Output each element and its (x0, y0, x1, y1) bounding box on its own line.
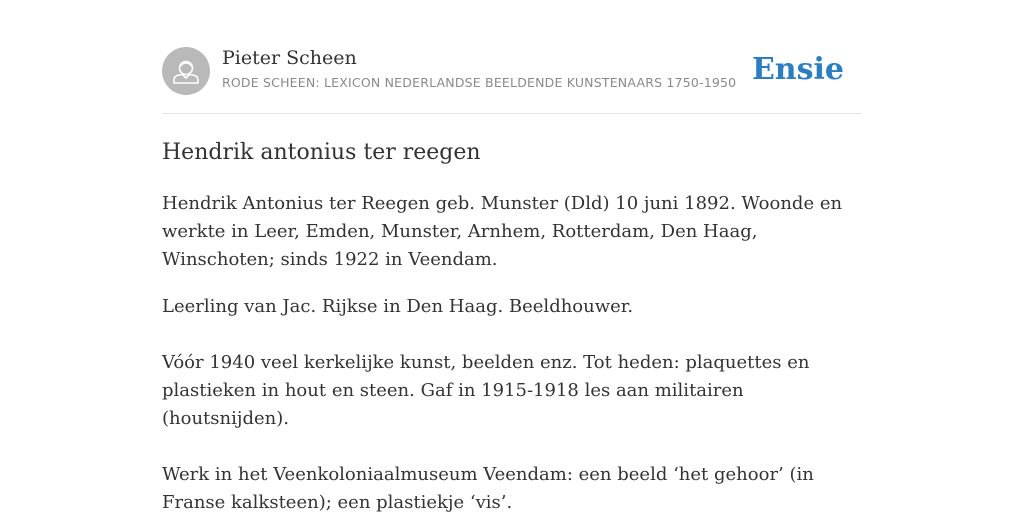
brand-logo[interactable]: Ensie (751, 52, 844, 87)
article-title: Hendrik antonius ter reegen (162, 140, 481, 165)
article-body (162, 190, 862, 512)
header-divider (162, 113, 862, 114)
paragraph: Werk in het Veenkoloniaalmuseum Veendam: een beeld ‘het gehoor’ (in Franse kalksteen); een plastiekje ‘vis’. (162, 464, 814, 512)
avatar[interactable] (162, 47, 210, 95)
paragraph: Vóór 1940 veel kerkelijke kunst, beelden enz. Tot heden: plaquettes en plastieken in hout en steen. Gaf in 1915-1918 les aan militairen (houtsnijden). (162, 352, 810, 429)
paragraph: Leerling van Jac. Rijkse in Den Haag. Beeldhouwer. (162, 296, 634, 317)
source-label[interactable]: RODE SCHEEN: LEXICON NEDERLANDSE BEELDENDE KUNSTENAARS 1750-1950 (222, 75, 737, 90)
author-name[interactable]: Pieter Scheen (222, 47, 357, 69)
user-icon (162, 47, 210, 95)
author-header (162, 46, 862, 114)
paragraph: Hendrik Antonius ter Reegen geb. Munster (Dld) 10 juni 1892. Woonde en werkte in Leer, Emden, Munster, Arnhem, Rotterdam, Den Haag, Winschoten; sinds 1922 in Veendam. (162, 193, 843, 270)
